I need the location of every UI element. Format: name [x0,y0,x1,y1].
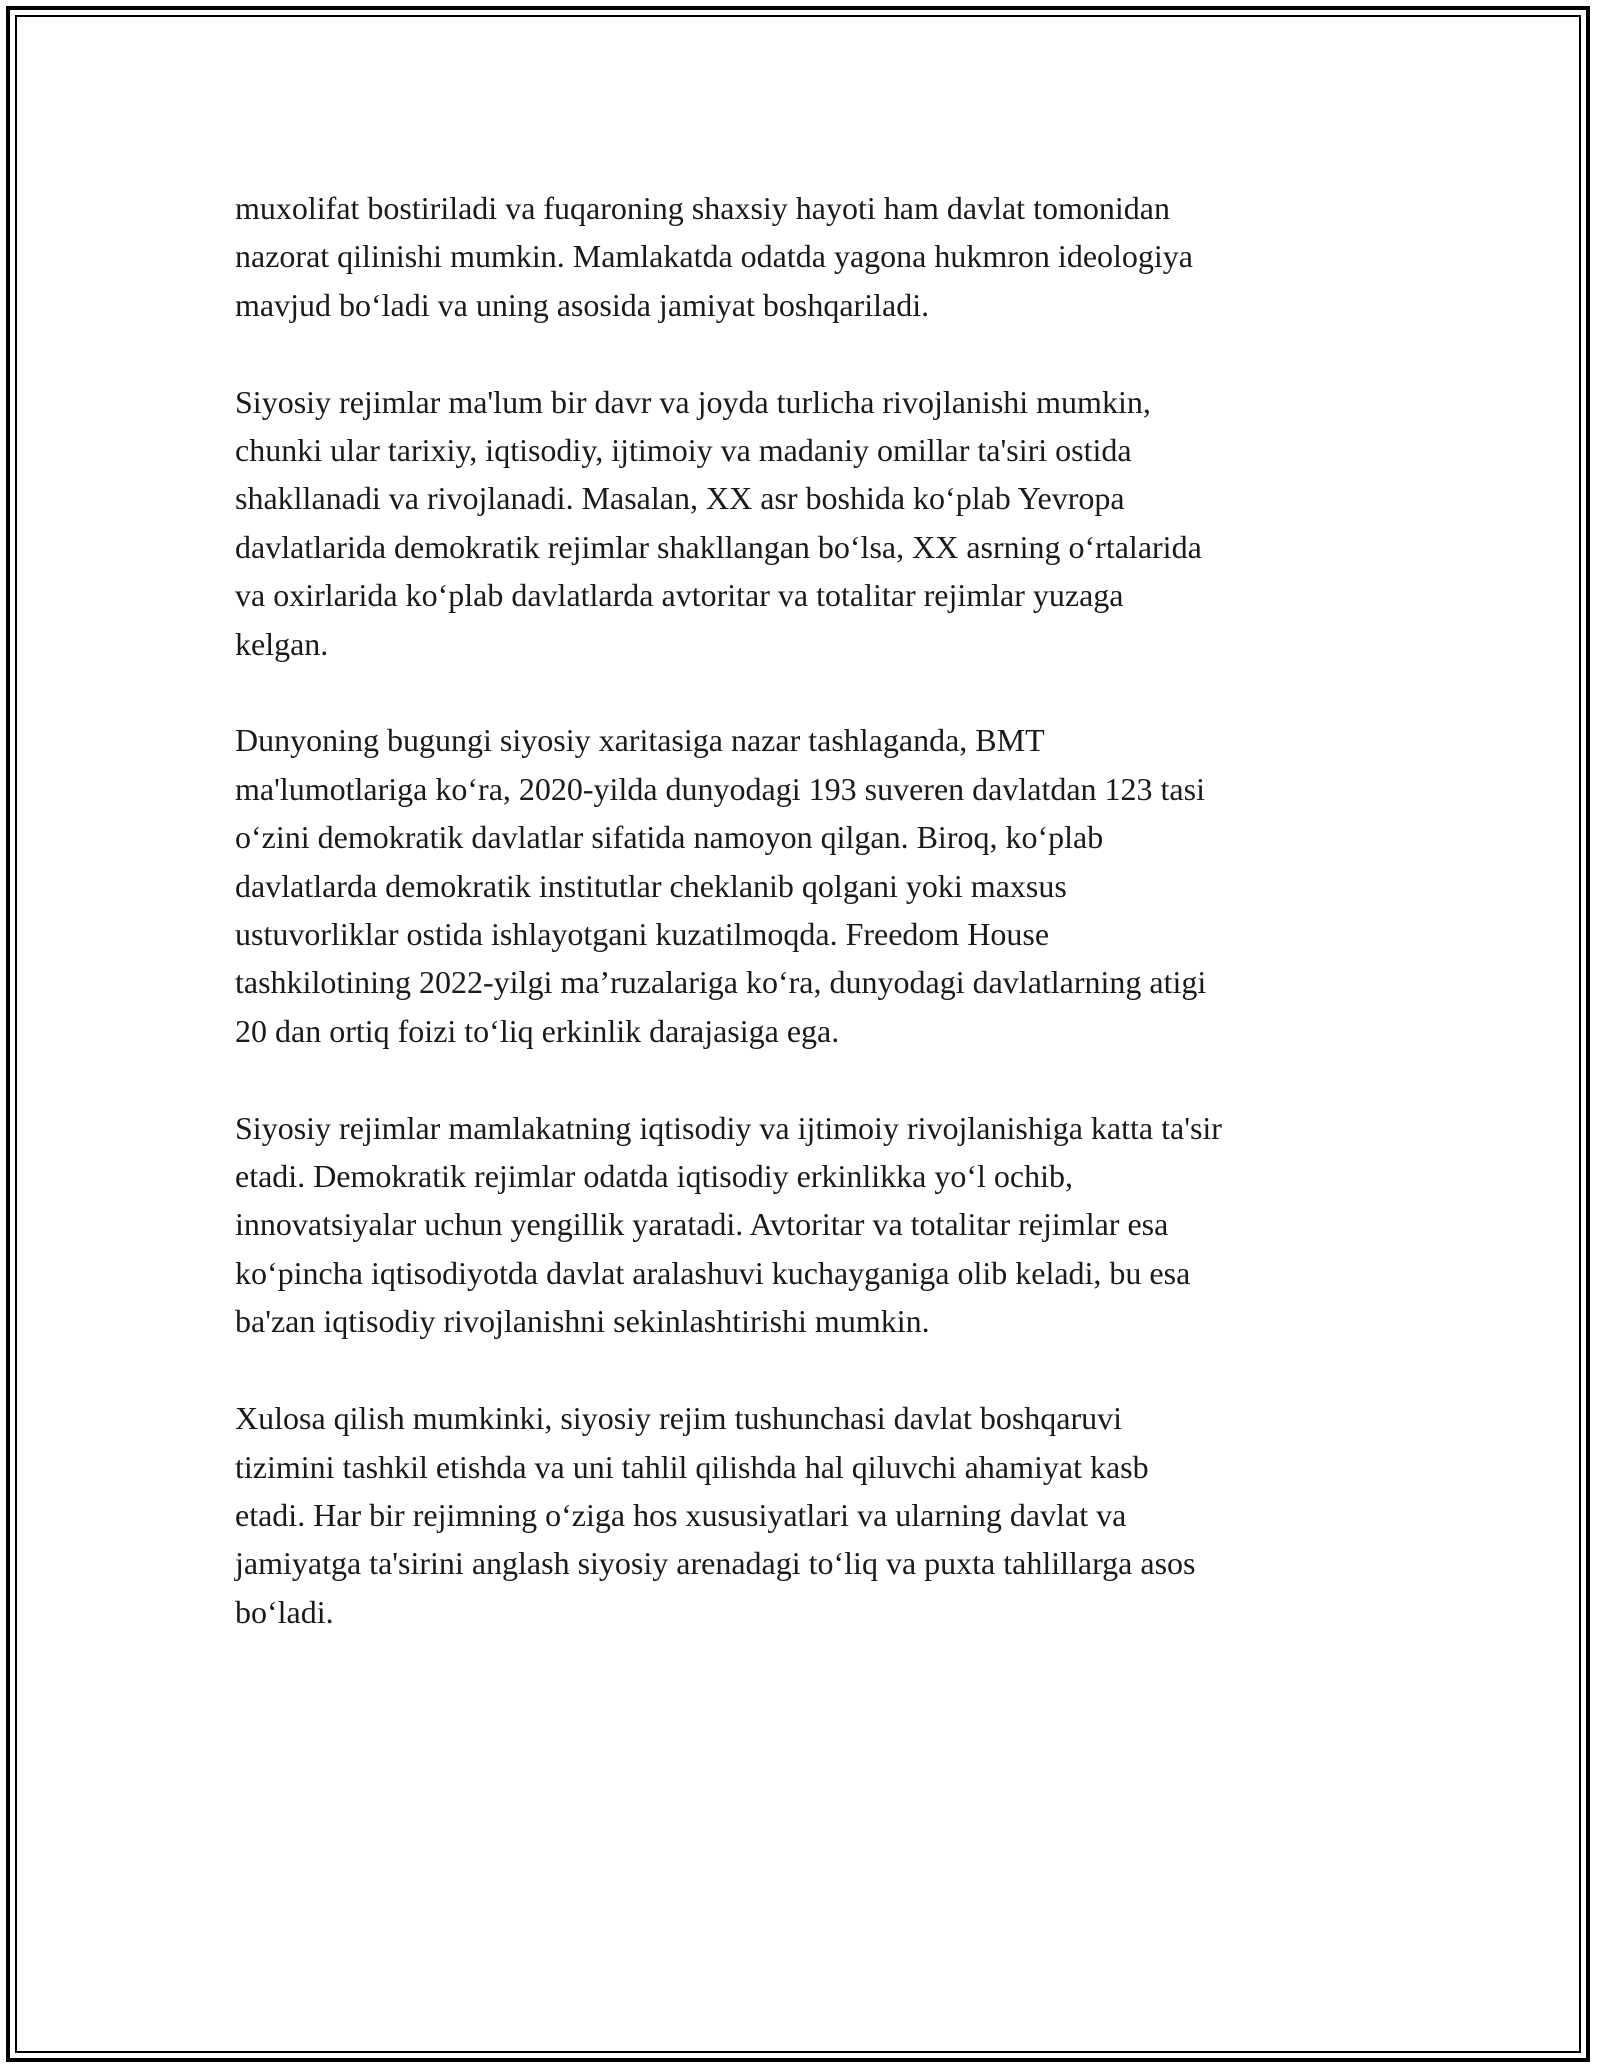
text-line: tashkilotining 2022-yilgi ma’ruzalariga ko‘ra, dunyodagi davlatlarning atigi [235,964,1207,1001]
text-line: tizimini tashkil etishda va uni tahlil qilishda hal qiluvchi ahamiyat kasb [235,1448,1149,1485]
text-line: davlatlarida demokratik rejimlar shakllangan bo‘lsa, XX asrning o‘rtalarida [235,528,1202,565]
document-body [235,184,1395,1685]
text-line: 20 dan ortiq foizi to‘liq erkinlik darajasiga ega. [235,1012,840,1049]
text-line: davlatlarda demokratik institutlar cheklanib qolgani yoki maxsus [235,867,1067,904]
text-line: Xulosa qilish mumkinki, siyosiy rejim tushunchasi davlat boshqaruvi [235,1400,1123,1437]
text-line: nazorat qilinishi mumkin. Mamlakatda odatda yagona hukmron ideologiya [235,238,1193,275]
text-line: o‘zini demokratik davlatlar sifatida namoyon qilgan. Biroq, ko‘plab [235,819,1104,856]
text-line: ustuvorliklar ostida ishlayotgani kuzatilmoqda. Freedom House [235,916,1050,953]
text-line: va oxirlarida ko‘plab davlatlarda avtoritar va totalitar rejimlar yuzaga [235,577,1124,614]
text-line: ko‘pincha iqtisodiyotda davlat aralashuvi kuchayganiga olib keladi, bu esa [235,1254,1191,1291]
text-line: ma'lumotlariga ko‘ra, 2020-yilda dunyodagi 193 suveren davlatdan 123 tasi [235,770,1205,807]
paragraph [235,716,1395,1055]
text-line: bo‘ladi. [235,1593,334,1630]
text-line: etadi. Demokratik rejimlar odatda iqtisodiy erkinlikka yo‘l ochib, [235,1158,1073,1195]
text-line: Siyosiy rejimlar mamlakatning iqtisodiy va ijtimoiy rivojlanishiga katta ta'sir [235,1109,1222,1146]
text-line: kelgan. [235,625,329,662]
text-line: muxolifat bostiriladi va fuqaroning shaxsiy hayoti ham davlat tomonidan [235,190,1170,226]
text-line: mavjud bo‘ladi va uning asosida jamiyat boshqariladi. [235,286,930,323]
text-line: ba'zan iqtisodiy rivojlanishni sekinlashtirishi mumkin. [235,1303,930,1340]
paragraph [235,1104,1395,1346]
text-line: etadi. Har bir rejimning o‘ziga hos xususiyatlari va ularning davlat va [235,1496,1127,1533]
text-line: shakllanadi va rivojlanadi. Masalan, XX asr boshida ko‘plab Yevropa [235,480,1125,517]
paragraph [235,378,1395,668]
text-line: innovatsiyalar uchun yengillik yaratadi. Avtoritar va totalitar rejimlar esa [235,1206,1169,1243]
text-line: Siyosiy rejimlar ma'lum bir davr va joyda turlicha rivojlanishi mumkin, [235,383,1151,420]
text-line: chunki ular tarixiy, iqtisodiy, ijtimoiy va madaniy omillar ta'siri ostida [235,432,1132,469]
text-line: Dunyoning bugungi siyosiy xaritasiga nazar tashlaganda, BMT [235,722,1045,759]
paragraph [235,184,1395,329]
paragraph [235,1394,1395,1636]
text-line: jamiyatga ta'sirini anglash siyosiy arenadagi to‘liq va puxta tahlillarga asos [235,1545,1196,1582]
